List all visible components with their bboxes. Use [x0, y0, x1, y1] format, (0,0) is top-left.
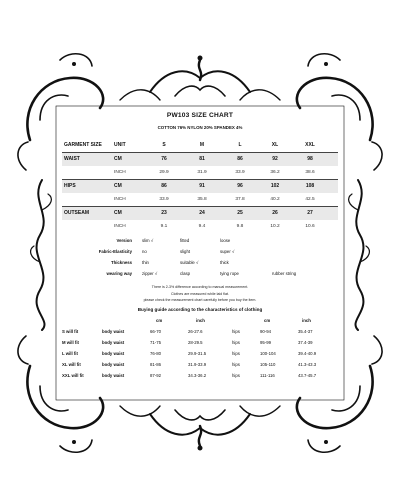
table-header: XL: [271, 142, 279, 148]
guide-value: 29.9-31.5: [188, 351, 207, 356]
value-cell: 9.4: [198, 224, 206, 229]
unit-cell: INCH: [114, 170, 126, 175]
table-row: [62, 370, 338, 381]
table-row: [62, 348, 338, 359]
guide-part: hips: [232, 340, 240, 345]
attribute-option: no: [142, 249, 147, 254]
table-row: [62, 166, 338, 179]
guide-value: 71-75: [150, 340, 161, 345]
guide-part: hips: [232, 351, 240, 356]
row-label: HIPS: [64, 183, 76, 189]
value-cell: 35.8: [197, 197, 207, 202]
guide-size: M will fit: [62, 340, 79, 345]
guide-value: 34.3-36.2: [188, 373, 207, 378]
value-cell: 10.6: [305, 224, 315, 229]
value-cell: 38.6: [305, 170, 315, 175]
guide-size: L will fit: [62, 351, 78, 356]
guide-value: 43.7-45.7: [298, 373, 317, 378]
page-title: PW103 SIZE CHART: [166, 112, 234, 119]
guide-value: 81-86: [150, 362, 161, 367]
attribute-option: super √: [220, 249, 235, 254]
value-cell: 29.9: [159, 170, 169, 175]
guide-part: body waist: [102, 329, 125, 334]
guide-value: 28-29.5: [188, 340, 203, 345]
table-header: S: [162, 142, 166, 148]
value-cell: 98: [307, 156, 313, 162]
table-header: L: [238, 142, 242, 148]
value-cell: 91: [199, 183, 205, 189]
table-row: [62, 220, 338, 233]
guide-header: cm: [264, 318, 271, 323]
value-cell: 33.9: [159, 197, 169, 202]
attribute-option: loose: [220, 238, 231, 243]
note-line: Clothes are measured while laid flat.: [171, 291, 229, 296]
value-cell: 23: [161, 210, 167, 216]
value-cell: 10.2: [270, 224, 280, 229]
guide-value: 105-110: [260, 362, 276, 367]
unit-cell: CM: [114, 183, 122, 189]
value-cell: 86: [237, 156, 243, 162]
guide-value: 35.4-37: [298, 329, 313, 334]
table-header: XXL: [305, 142, 315, 148]
table-row: [62, 179, 338, 193]
fabric-composition: COTTON 76% NYLON 20% SPANDEX 4%: [157, 125, 243, 130]
value-cell: 9.8: [236, 224, 244, 229]
table-header: GARMENT SIZE: [64, 142, 102, 148]
measurement-notes: [62, 284, 338, 304]
guide-header: inch: [196, 318, 205, 323]
row-label: WAIST: [64, 156, 80, 162]
unit-cell: CM: [114, 156, 122, 162]
value-cell: 25: [237, 210, 243, 216]
unit-cell: INCH: [114, 197, 126, 202]
guide-size: XL will fit: [62, 362, 81, 367]
value-cell: 108: [305, 183, 315, 189]
buying-guide-title: Buying guide according to the characteristics of clothing: [137, 307, 263, 312]
guide-size: S will fit: [62, 329, 79, 334]
value-cell: 36.2: [270, 170, 280, 175]
row-label: OUTSEAM: [64, 210, 89, 216]
guide-size: XXL will fit: [62, 373, 84, 378]
table-row: [62, 193, 338, 206]
guide-header: cm: [156, 318, 163, 323]
value-cell: 76: [161, 156, 167, 162]
guide-value: 37.4-39: [298, 340, 313, 345]
attribute-option: thick: [220, 260, 229, 265]
attribute-option: thin: [142, 260, 149, 265]
attribute-option: zipper √: [142, 271, 158, 276]
value-cell: 92: [272, 156, 278, 162]
note-line: There is 2-3% difference according to manual measurement.: [151, 285, 249, 289]
guide-part: hips: [232, 362, 240, 367]
guide-value: 87-92: [150, 373, 161, 378]
value-cell: 81: [199, 156, 205, 162]
guide-value: 39.4-40.9: [298, 351, 317, 356]
attribute-label: Thickness: [110, 260, 132, 265]
attribute-row: [62, 236, 338, 246]
note-line: please check the measurement chart carefully before you buy the item.: [143, 298, 257, 303]
table-header: UNIT: [114, 142, 126, 148]
guide-part: body waist: [102, 340, 125, 345]
guide-part: hips: [232, 329, 240, 334]
value-cell: 27: [307, 210, 313, 216]
guide-part: hips: [232, 373, 240, 378]
unit-cell: INCH: [114, 224, 126, 229]
guide-value: 100-104: [260, 351, 276, 356]
attribute-label: Fabric-Elasticity: [98, 249, 132, 254]
table-header-row: [62, 139, 338, 152]
attribute-option: clasp: [180, 271, 191, 276]
table-row: [62, 337, 338, 348]
attribute-row: [62, 247, 338, 257]
value-cell: 33.9: [235, 170, 245, 175]
guide-header: inch: [302, 318, 311, 323]
guide-value: 76-80: [150, 351, 161, 356]
attribute-row: [62, 269, 338, 279]
value-cell: 26: [272, 210, 278, 216]
guide-value: 26-27.6: [188, 329, 203, 334]
attribute-label: Version: [116, 238, 132, 243]
guide-value: 95-99: [260, 340, 271, 345]
value-cell: 42.5: [305, 197, 315, 202]
value-cell: 9.1: [160, 224, 168, 229]
attribute-row: [62, 258, 338, 268]
table-row: [62, 152, 338, 166]
guide-value: 41.3-43.3: [298, 362, 317, 367]
guide-value: 90-94: [260, 329, 271, 334]
value-cell: 31.9: [197, 170, 207, 175]
attribute-label: wearing way: [106, 271, 132, 276]
table-header: M: [199, 142, 205, 148]
guide-part: body waist: [102, 362, 125, 367]
size-table: [62, 139, 338, 233]
table-row: [62, 326, 338, 337]
value-cell: 86: [161, 183, 167, 189]
table-row: [62, 206, 338, 220]
value-cell: 37.8: [235, 197, 245, 202]
attribute-option: fitted: [180, 238, 190, 243]
value-cell: 96: [237, 183, 243, 189]
value-cell: 40.2: [270, 197, 280, 202]
unit-cell: CM: [114, 210, 122, 216]
guide-part: body waist: [102, 351, 125, 356]
guide-part: body waist: [102, 373, 125, 378]
attribute-option: slim √: [142, 238, 154, 243]
attribute-option: tying rope: [220, 271, 239, 276]
value-cell: 24: [199, 210, 205, 216]
attribute-option: slight: [180, 249, 191, 254]
value-cell: 102: [270, 183, 280, 189]
guide-value: 31.9-33.9: [188, 362, 207, 367]
guide-header-row: [62, 315, 338, 326]
guide-value: 111-116: [260, 373, 275, 378]
guide-value: 66-70: [150, 329, 161, 334]
table-row: [62, 359, 338, 370]
attribute-option: rubber string: [272, 271, 297, 276]
attribute-option: suitable √: [180, 260, 199, 265]
